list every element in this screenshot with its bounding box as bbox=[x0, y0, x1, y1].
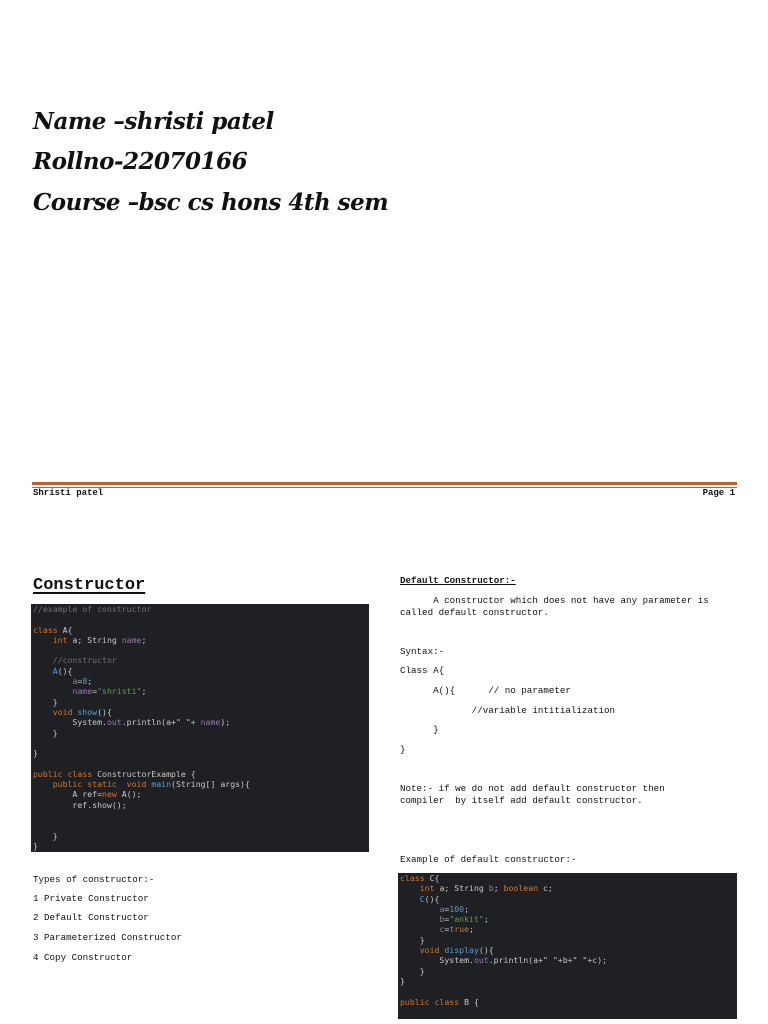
code-token: c; bbox=[538, 883, 553, 894]
code-line bbox=[33, 635, 369, 645]
code-token: } bbox=[400, 965, 425, 976]
syntax-line: Class A{ bbox=[400, 665, 445, 676]
code-token: int bbox=[419, 883, 435, 894]
code-block-default-constructor-example bbox=[398, 873, 737, 1019]
description-line: called default constructor. bbox=[400, 607, 549, 618]
code-line bbox=[33, 645, 369, 655]
code-token bbox=[33, 676, 72, 686]
code-token: public class bbox=[400, 996, 460, 1007]
code-line bbox=[400, 955, 737, 965]
code-line bbox=[33, 666, 369, 676]
code-line bbox=[33, 697, 369, 707]
code-token: out bbox=[106, 717, 122, 728]
code-line bbox=[33, 728, 369, 738]
code-block-constructor-example bbox=[31, 604, 369, 852]
code-token: = bbox=[444, 924, 450, 935]
code-token: } bbox=[400, 975, 405, 986]
code-token: void bbox=[126, 779, 147, 790]
code-line bbox=[33, 717, 369, 727]
code-token: } bbox=[400, 934, 425, 945]
code-token: boolean bbox=[503, 883, 539, 894]
code-token: } bbox=[33, 696, 58, 707]
code-token: } bbox=[33, 830, 58, 841]
code-line bbox=[33, 789, 369, 799]
code-token: //constructor bbox=[52, 655, 117, 666]
code-token: c bbox=[439, 924, 445, 935]
code-token: out bbox=[473, 955, 489, 966]
code-line bbox=[33, 625, 369, 635]
footer-rule-thin bbox=[32, 487, 737, 488]
code-token: a bbox=[439, 903, 445, 914]
code-token: display bbox=[444, 945, 479, 956]
code-token: A ref= bbox=[33, 789, 103, 800]
code-token: .println(a+" "+ bbox=[121, 717, 201, 728]
code-token: = bbox=[444, 903, 450, 914]
code-line bbox=[400, 945, 737, 955]
footer-author: Shristi patel bbox=[33, 488, 104, 498]
code-token: "ankit" bbox=[449, 914, 484, 925]
code-token: } bbox=[33, 727, 58, 738]
code-token: name bbox=[200, 717, 221, 728]
code-line bbox=[33, 779, 369, 789]
code-line bbox=[33, 841, 369, 851]
code-line bbox=[400, 894, 737, 904]
code-token: main bbox=[151, 779, 172, 790]
syntax-line: //variable intitialization bbox=[400, 705, 616, 716]
default-constructor-heading: Default Constructor:- bbox=[400, 575, 516, 586]
code-line bbox=[400, 935, 737, 945]
code-token: (){ bbox=[424, 893, 440, 904]
code-token bbox=[33, 635, 53, 645]
footer-rule-thick bbox=[32, 482, 737, 485]
note-line: compiler by itself add default constructor. bbox=[400, 795, 643, 806]
code-token: C{ bbox=[424, 873, 440, 883]
code-token: A bbox=[52, 665, 58, 676]
code-token bbox=[33, 655, 53, 665]
code-token bbox=[400, 924, 439, 934]
code-token: ConstructorExample { bbox=[92, 768, 196, 779]
code-token: System. bbox=[33, 717, 107, 728]
code-line bbox=[400, 976, 737, 986]
code-token: } bbox=[33, 840, 38, 851]
example-label: Example of default constructor:- bbox=[400, 854, 577, 865]
student-name: Name –shristi patel bbox=[33, 108, 274, 135]
code-line bbox=[400, 883, 737, 893]
code-token: class bbox=[33, 624, 58, 635]
code-token bbox=[400, 883, 420, 893]
code-token: (){ bbox=[478, 945, 494, 956]
code-token: ; bbox=[464, 903, 470, 914]
code-token: void bbox=[52, 706, 73, 717]
code-token bbox=[33, 666, 53, 676]
code-token: ; bbox=[483, 914, 489, 925]
code-token: class bbox=[400, 873, 425, 883]
code-token bbox=[33, 779, 53, 789]
code-token: = bbox=[77, 676, 83, 687]
constructor-type-item: 1 Private Constructor bbox=[33, 893, 149, 904]
code-token bbox=[400, 945, 420, 955]
constructor-type-item: 2 Default Constructor bbox=[33, 912, 149, 923]
code-line bbox=[400, 914, 737, 924]
code-line bbox=[33, 820, 369, 830]
code-line bbox=[33, 758, 369, 768]
code-line bbox=[33, 831, 369, 841]
constructor-type-item: 3 Parameterized Constructor bbox=[33, 932, 182, 943]
code-token: "shristi" bbox=[97, 686, 142, 697]
code-line bbox=[33, 655, 369, 665]
code-token: (){ bbox=[57, 665, 73, 676]
code-line bbox=[33, 707, 369, 717]
code-token: 100 bbox=[449, 903, 465, 914]
code-token bbox=[33, 686, 72, 696]
code-line bbox=[400, 997, 737, 1007]
code-token: System. bbox=[400, 955, 474, 966]
syntax-label: Syntax:- bbox=[400, 646, 445, 657]
code-token: new bbox=[102, 789, 117, 800]
code-token: .println(a+" "+b+" "+c); bbox=[488, 955, 608, 966]
code-line bbox=[33, 686, 369, 696]
code-token: ref.show(); bbox=[33, 799, 127, 810]
code-token: ; bbox=[493, 883, 504, 894]
code-line bbox=[400, 966, 737, 976]
course-info: Course –bsc cs hons 4th sem bbox=[33, 189, 389, 216]
code-token: = bbox=[92, 686, 98, 697]
code-token: ); bbox=[220, 717, 231, 728]
code-token: ; bbox=[141, 634, 147, 645]
code-line bbox=[33, 810, 369, 820]
code-line bbox=[400, 904, 737, 914]
code-token: void bbox=[419, 945, 440, 956]
code-line bbox=[33, 738, 369, 748]
code-token: show bbox=[77, 706, 98, 717]
code-line bbox=[400, 986, 737, 996]
code-token bbox=[400, 904, 439, 914]
description-line: A constructor which does not have any parameter is bbox=[400, 595, 709, 606]
code-token bbox=[117, 779, 127, 789]
code-token bbox=[400, 894, 420, 904]
code-token: B { bbox=[459, 996, 479, 1007]
types-title: Types of constructor:- bbox=[33, 874, 155, 885]
code-line bbox=[33, 614, 369, 624]
code-token: A(); bbox=[116, 789, 142, 800]
code-line bbox=[400, 924, 737, 934]
code-token: public class bbox=[33, 768, 93, 779]
code-line bbox=[400, 873, 737, 883]
constructor-type-item: 4 Copy Constructor bbox=[33, 952, 133, 963]
code-line bbox=[33, 748, 369, 758]
syntax-line: } bbox=[400, 744, 406, 755]
code-token: C bbox=[419, 893, 425, 904]
code-token bbox=[400, 914, 439, 924]
code-token: int bbox=[52, 634, 68, 645]
code-token: = bbox=[444, 914, 450, 925]
section-heading-constructor: Constructor bbox=[33, 576, 146, 595]
code-token: name bbox=[72, 686, 93, 697]
syntax-line: } bbox=[400, 724, 439, 735]
code-token: (String[] args){ bbox=[171, 779, 250, 790]
code-token: b bbox=[439, 914, 445, 925]
code-token: //example of constructor bbox=[33, 604, 152, 614]
code-token: name bbox=[121, 634, 142, 645]
code-line bbox=[33, 800, 369, 810]
code-token bbox=[33, 707, 53, 717]
code-token: a; String bbox=[434, 883, 489, 894]
code-token: ; bbox=[469, 924, 474, 935]
code-token: (){ bbox=[97, 706, 112, 717]
code-token: public static bbox=[52, 779, 117, 790]
footer-page-number: Page 1 bbox=[702, 488, 735, 498]
code-token: a; String bbox=[67, 634, 122, 645]
code-token: true bbox=[449, 924, 470, 935]
code-token: } bbox=[33, 748, 38, 759]
code-token: ; bbox=[87, 676, 93, 687]
code-token: a bbox=[72, 676, 78, 687]
note-line: Note:- if we do not add default constructor then bbox=[400, 783, 665, 794]
code-line bbox=[33, 769, 369, 779]
code-token: b bbox=[488, 883, 494, 894]
code-line bbox=[33, 604, 369, 614]
code-token: 8 bbox=[82, 676, 88, 687]
syntax-line: A(){ // no parameter bbox=[400, 685, 571, 696]
code-line bbox=[33, 676, 369, 686]
code-token: A{ bbox=[57, 624, 73, 635]
code-token: ; bbox=[141, 686, 147, 697]
roll-number: Rollno-22070166 bbox=[33, 148, 248, 175]
